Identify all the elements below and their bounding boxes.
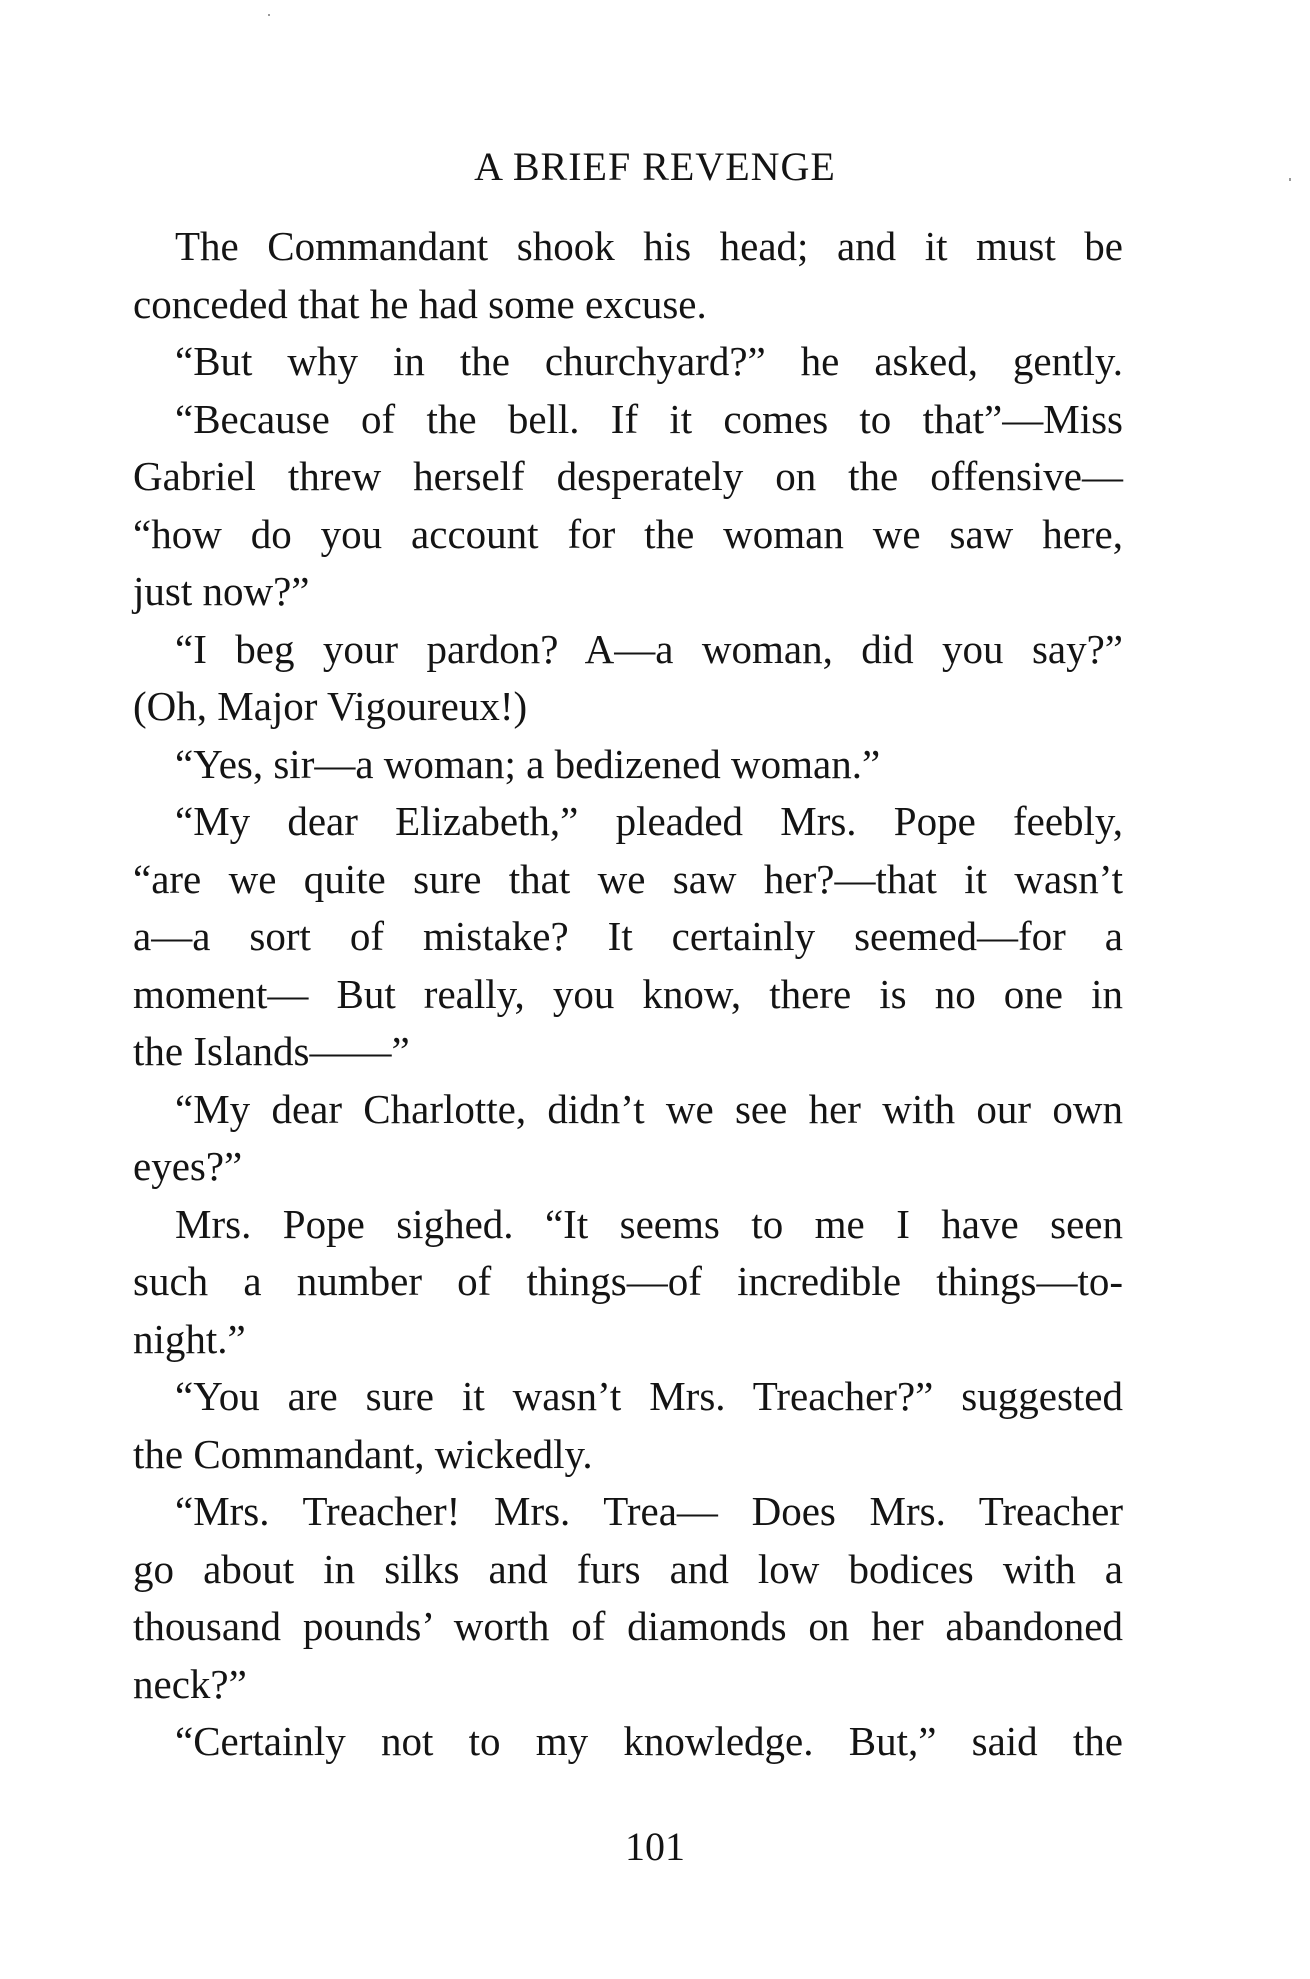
text-line: “how do you account for the woman we saw here, bbox=[133, 510, 1123, 557]
text-line: (Oh, Major Vigoureux!) bbox=[133, 683, 528, 729]
text-line: conceded that he had some excuse. bbox=[133, 280, 707, 327]
text-line: eyes?” bbox=[133, 1143, 243, 1189]
text-line: “But why in the churchyard?” he asked, gently. bbox=[175, 338, 1123, 384]
text-line: “My dear Charlotte, didn’t we see her with our own bbox=[175, 1085, 1123, 1132]
text-line: “Because of the bell. If it comes to that”—Miss bbox=[175, 395, 1123, 442]
text-line: night.” bbox=[133, 1315, 246, 1362]
text-line: the Commandant, wickedly. bbox=[133, 1430, 593, 1477]
text-line: go about in silks and furs and low bodices with a bbox=[133, 1545, 1123, 1592]
text-line: “My dear Elizabeth,” pleaded Mrs. Pope feebly, bbox=[175, 798, 1123, 844]
text-line: “Mrs. Treacher! Mrs. Trea— Does Mrs. Treacher bbox=[175, 1488, 1123, 1534]
text-line: The Commandant shook his head; and it must be bbox=[175, 223, 1123, 269]
text-line: a—a sort of mistake? It certainly seemed—for a bbox=[133, 913, 1123, 959]
text-line: “are we quite sure that we saw her?—that it wasn’t bbox=[133, 855, 1123, 902]
scan-speck bbox=[1289, 178, 1291, 181]
text-line: “You are sure it wasn’t Mrs. Treacher?” suggested bbox=[175, 1373, 1123, 1419]
scan-speck bbox=[268, 14, 270, 16]
text-line: just now?” bbox=[133, 568, 310, 614]
text-line: Mrs. Pope sighed. “It seems to me I have seen bbox=[175, 1200, 1123, 1247]
page-number: 101 bbox=[625, 1824, 685, 1869]
text-line: “I beg your pardon? A—a woman, did you say?” bbox=[175, 625, 1123, 672]
text-line: neck?” bbox=[133, 1660, 247, 1707]
text-line: thousand pounds’ worth of diamonds on her abandoned bbox=[133, 1603, 1123, 1649]
text-line: “Certainly not to my knowledge. But,” said the bbox=[175, 1718, 1123, 1764]
text-line: moment— But really, you know, there is no one in bbox=[133, 970, 1123, 1017]
text-line: the Islands——” bbox=[133, 1028, 410, 1074]
text-line: such a number of things—of incredible things—to- bbox=[133, 1258, 1123, 1304]
text-line: Gabriel threw herself desperately on the offensive— bbox=[133, 453, 1123, 499]
body-text bbox=[133, 218, 1123, 1771]
text-line: “Yes, sir—a woman; a bedizened woman.” bbox=[175, 740, 881, 787]
running-head: A BRIEF REVENGE bbox=[474, 144, 836, 189]
